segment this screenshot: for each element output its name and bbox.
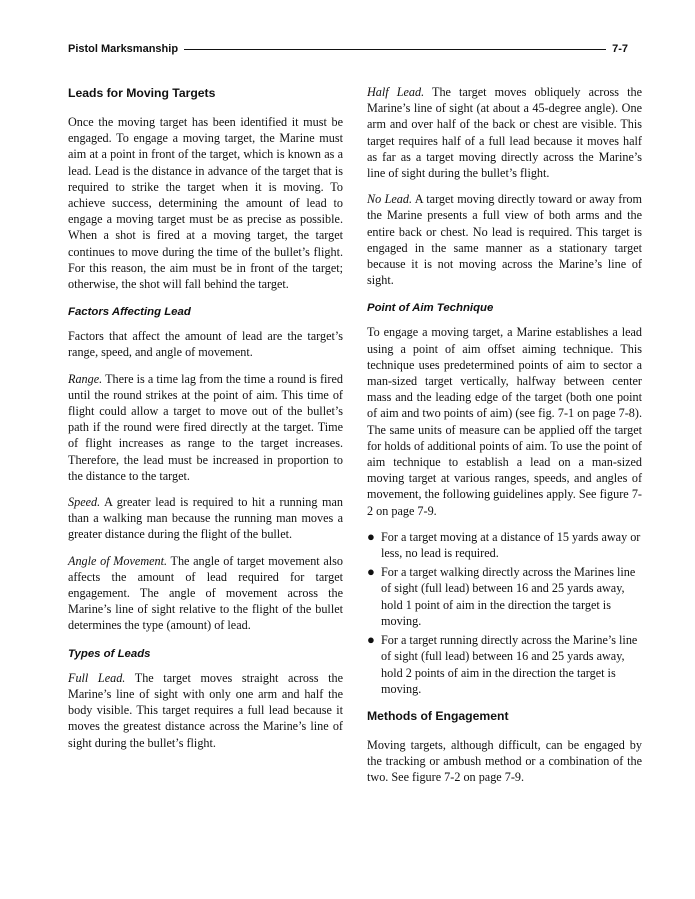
leads-heading: Leads for Moving Targets [68,86,216,100]
list-item: ● For a target walking directly across the Marines line of sight (full lead) between 16 and 25 yards away, hold 1 point of aim in the direction the target is moving. [367,564,636,628]
full-lead-paragraph [68,670,343,751]
no-lead-paragraph [367,191,642,288]
range-paragraph [68,371,343,484]
speed-paragraph [68,494,343,543]
methods-heading: Methods of Engagement [367,708,509,723]
angle-text: The angle of target movement also affects the amount of lead required for target engagement. The angle of movement across the Marine’s line of sight relative to the flight of the bullet determines the type (amount) of lead. [68,553,343,633]
no-lead-text: A target moving directly toward or away from the Marine presents a full view of both arms and the entire back or chest. No lead is required. This target is engaged in the same manner as a stationary target because it is not moving across the Marine’s line of sight. [367,192,642,288]
list-item: ● For a target running directly across the Marine’s line of sight (full lead) between 16 and 25 yards away, hold 2 points of aim in the direction the target is moving. [367,632,638,696]
page-header [68,42,628,56]
range-label: Range. [68,371,103,386]
half-lead-text: The target moves obliquely across the Marine’s line of sight (at about a 45-degree angle). One arm and over half of the back or chest are visible. This target requires half of a full lead because it moves half as far as a target moving directly across the Marine’s line of sight during the bullet’s flight. [367,85,642,181]
left-column [68,84,343,751]
speed-label: Speed. [68,495,101,510]
full-lead-label: Full Lead. [68,670,126,685]
angle-label: Angle of Movement. [68,553,168,568]
half-lead-label: Half Lead. [367,85,425,99]
page-number: 7-7 [606,42,628,56]
range-text: There is a time lag from the time a round is fired until the round strikes at the point of aim. This time of flight could allow a target to move out of the bullet’s path if the round were fired directly at the target. Time of flight increases as range to the target increases. Therefore, the lead must be increased in proportion to the distance to the target. [68,371,343,483]
chapter-title: Pistol Marksmanship [68,42,184,56]
half-lead-paragraph [367,84,642,181]
angle-paragraph [68,553,343,634]
full-lead-text: The target moves straight across the Marine’s line of sight with only one arm and half the body visible. This target requires a full lead because it moves the greatest distance across the Marine’s line of sight during the bullet’s flight. [68,670,344,750]
bullet-icon: ● [367,528,375,544]
list-item: ● For a target moving at a distance of 15 yards away or less, no lead is required. [367,528,641,561]
types-heading: Types of Leads [68,647,151,660]
bullet-icon: ● [367,632,375,648]
right-column [367,84,642,786]
methods-paragraph: Moving targets, although difficult, can be engaged by the tracking or ambush method or a combination of the two. See figure 7-2 on page 7-9. [367,737,642,785]
factors-paragraph: Factors that affect the amount of lead are the target’s range, speed, and angle of movement. [68,329,343,360]
speed-text: A greater lead is required to hit a running man than a walking man because the running man moves a greater distance during the flight of the bullet. [68,495,343,542]
guidelines-list [367,529,642,697]
factors-heading: Factors Affecting Lead [68,306,191,319]
no-lead-label: No Lead. [367,192,413,207]
poa-paragraph: To engage a moving target, a Marine establishes a lead using a point of aim offset aiming technique. This technique uses predetermined points of aim to sector a man-sized target vertically, halfway between center mass and the leading edge of the target (both one point of aim and two points of aim) (see fig. 7-1 on page 7-8). The same units of measure can be applied off the target for holds of additional points of aim. To use the point of aim technique to establish a lead on a man-sized moving target at various ranges, speeds, and angles of movement, the following guidelines apply. See figure 7-2 on page 7-9. [367,325,642,518]
leads-paragraph: Once the moving target has been identified it must be engaged. To engage a moving target, the Marine must aim at a point in front of the target, which is known as a lead. Lead is the distance in advance of the target that is required to strike the target when it is moving. To achieve success, determining the amount of lead to engage a moving target must be as precise as possible. When a shot is fired at a moving target, the target continues to move during the time of the bullet’s flight. For this reason, the aim must be in front of the target; otherwise, the shot will fall behind the target. [68,115,343,292]
bullet-icon: ● [367,564,375,580]
poa-heading: Point of Aim Technique [367,302,494,315]
